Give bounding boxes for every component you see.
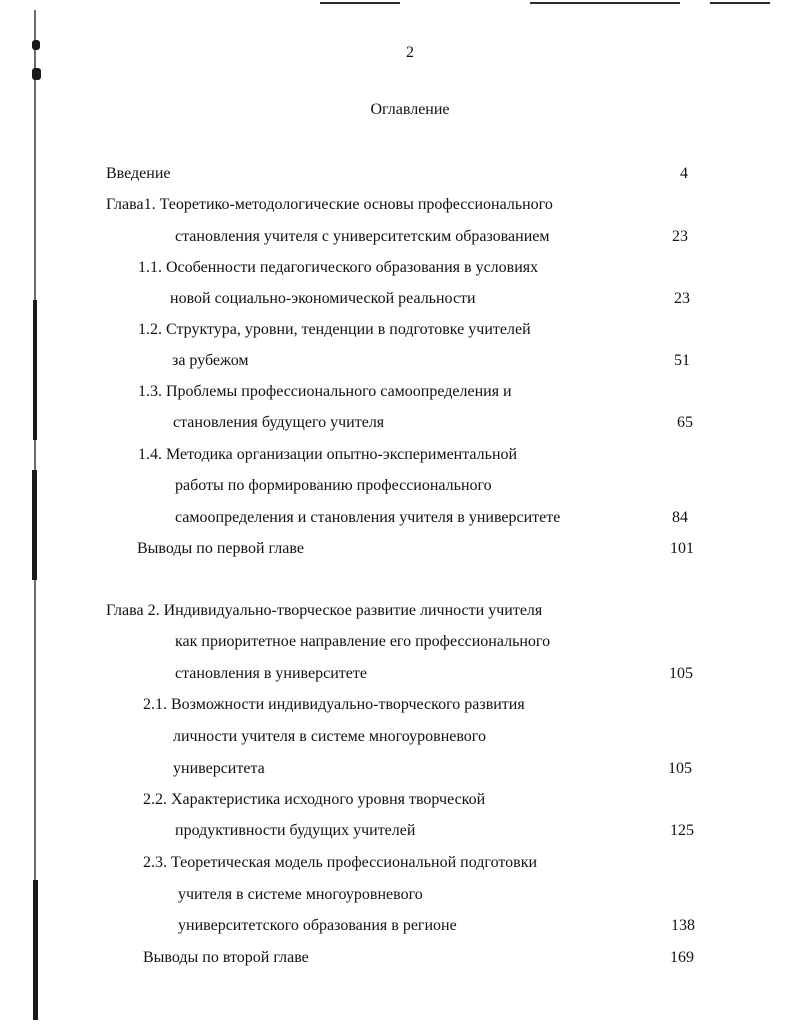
scan-top-line [530, 2, 680, 4]
toc-page-1-4: 84 [672, 509, 688, 526]
toc-heading: Оглавление [370, 101, 450, 118]
scan-binding-mark [32, 470, 37, 580]
scan-top-line [710, 2, 770, 4]
toc-entry-chapter-2-cont: становления в университете [175, 665, 367, 682]
toc-page-1-3: 65 [677, 414, 693, 431]
toc-entry-1-4-cont: самоопределения и становления учителя в университете [175, 509, 561, 526]
toc-entry-2-2-cont: продуктивности будущих учителей [175, 822, 416, 839]
toc-entry-1-1: 1.1. Особенности педагогического образования в условиях [138, 259, 539, 276]
toc-entry-1-2: 1.2. Структура, уровни, тенденции в подготовке учителей [138, 321, 531, 338]
toc-entry-1-4-cont: работы по формированию профессионального [175, 477, 492, 494]
scan-hole-mark [32, 40, 40, 50]
toc-entry-chapter-1-cont: становления учителя с университетским образованием [175, 228, 550, 245]
toc-page-intro: 4 [680, 165, 688, 182]
toc-entry-chapter-1: Глава1. Теоретико-методологические основы профессионального [106, 196, 553, 213]
toc-entry-chapter-2: Глава 2. Индивидуально-творческое развитие личности учителя [106, 602, 543, 619]
toc-page-2-1: 105 [668, 760, 692, 777]
toc-page-conclusions-1: 101 [670, 540, 694, 557]
toc-entry-1-4: 1.4. Методика организации опытно-экспериментальной [138, 446, 518, 463]
toc-page-chapter-1: 23 [672, 228, 688, 245]
toc-entry-2-3-cont: университетского образования в регионе [178, 917, 457, 934]
toc-page-conclusions-2: 169 [670, 949, 694, 966]
toc-entry-intro: Введение [106, 165, 171, 182]
toc-entry-2-1: 2.1. Возможности индивидуально-творческого развития [143, 696, 525, 713]
toc-entry-conclusions-1: Выводы по первой главе [137, 540, 304, 557]
toc-entry-chapter-2-cont: как приоритетное направление его профессионального [175, 633, 551, 650]
toc-entry-2-3: 2.3. Теоретическая модель профессиональной подготовки [143, 854, 538, 871]
scan-top-line [320, 2, 400, 4]
scan-hole-mark [32, 68, 41, 80]
toc-entry-1-3: 1.3. Проблемы профессионального самоопределения и [138, 383, 512, 400]
scan-binding-mark [33, 880, 38, 1020]
toc-entry-conclusions-2: Выводы по второй главе [143, 949, 309, 966]
toc-entry-2-3-cont: учителя в системе многоуровневого [178, 886, 423, 903]
toc-entry-2-1-cont: личности учителя в системе многоуровневого [173, 728, 486, 745]
toc-page-chapter-2: 105 [669, 665, 693, 682]
toc-entry-2-2: 2.2. Характеристика исходного уровня творческой [143, 791, 486, 808]
toc-page-1-1: 23 [674, 290, 690, 307]
page-number: 2 [406, 44, 414, 61]
toc-entry-2-1-cont: университета [173, 760, 265, 777]
toc-entry-1-1-cont: новой социально-экономической реальности [170, 290, 476, 307]
toc-page-2-2: 125 [670, 822, 694, 839]
toc-entry-1-2-cont: за рубежом [172, 352, 249, 369]
toc-page-1-2: 51 [674, 352, 690, 369]
scan-binding-mark [33, 300, 37, 440]
toc-page-2-3: 138 [671, 917, 695, 934]
toc-entry-1-3-cont: становления будущего учителя [173, 414, 385, 431]
